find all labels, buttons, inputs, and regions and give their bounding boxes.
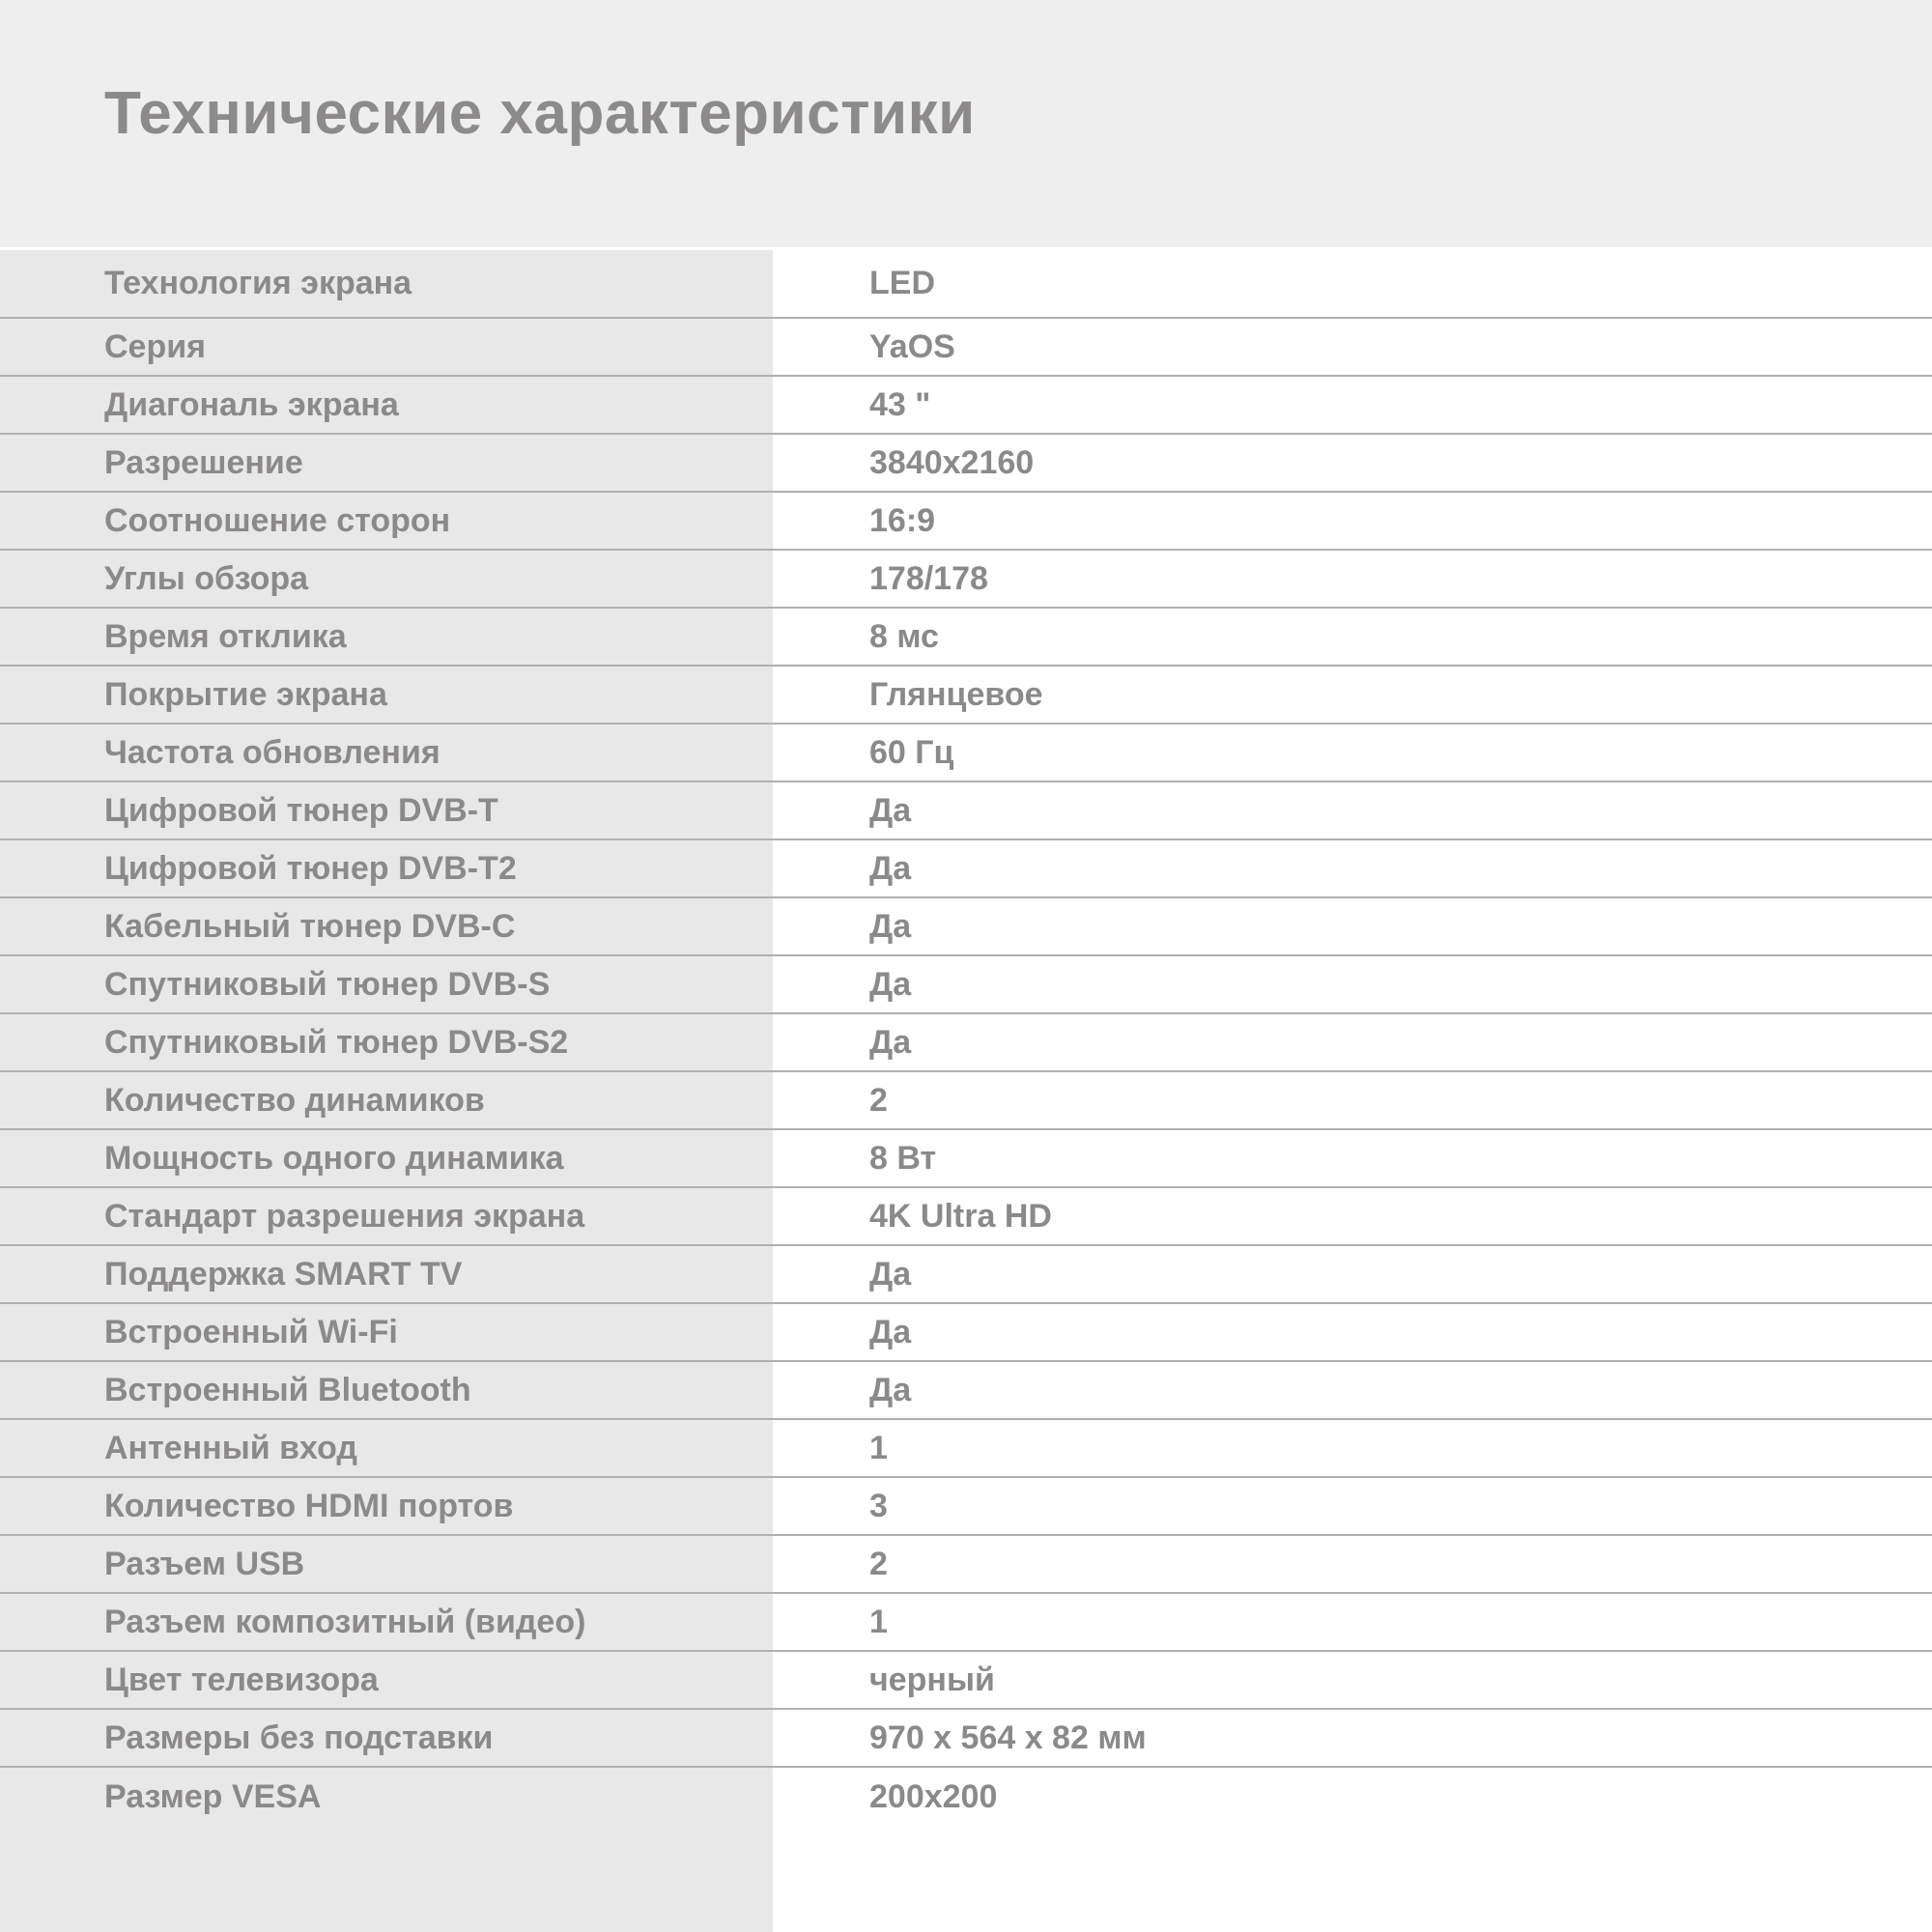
spec-row [0,1594,1932,1652]
spec-value: Да [773,956,1932,1012]
spec-row [0,609,1932,667]
spec-row [0,1362,1932,1420]
spec-label: Время отклика [0,609,773,665]
spec-value: Глянцевое [773,667,1932,723]
spec-row [0,1652,1932,1710]
spec-row [0,1478,1932,1536]
spec-label: Цифровой тюнер DVB-T2 [0,840,773,896]
spec-label: Частота обновления [0,724,773,781]
spec-value: 970 x 564 x 82 мм [773,1710,1932,1766]
spec-label: Стандарт разрешения экрана [0,1188,773,1244]
spec-value: 2 [773,1072,1932,1128]
filler-value-column [773,1826,1932,1932]
spec-label: Мощность одного динамика [0,1130,773,1186]
spec-value: 43 " [773,377,1932,433]
spec-label: Разъем композитный (видео) [0,1594,773,1650]
spec-value: 8 Вт [773,1130,1932,1186]
spec-row [0,898,1932,956]
spec-label: Спутниковый тюнер DVB-S [0,956,773,1012]
spec-row [0,956,1932,1014]
spec-value: YaOS [773,319,1932,375]
spec-row [0,493,1932,551]
spec-row [0,377,1932,435]
spec-label: Размер VESA [0,1768,773,1826]
spec-label: Спутниковый тюнер DVB-S2 [0,1014,773,1070]
spec-label: Поддержка SMART TV [0,1246,773,1302]
spec-value: Да [773,1362,1932,1418]
spec-value: черный [773,1652,1932,1708]
spec-value: Да [773,782,1932,838]
spec-table [0,250,1932,1932]
spec-value: 60 Гц [773,724,1932,781]
spec-row [0,1014,1932,1072]
spec-label: Покрытие экрана [0,667,773,723]
spec-value: 8 мс [773,609,1932,665]
spec-label: Цвет телевизора [0,1652,773,1708]
spec-row [0,551,1932,609]
spec-label: Диагональ экрана [0,377,773,433]
spec-row [0,319,1932,377]
spec-value: 2 [773,1536,1932,1592]
spec-value: LED [773,250,1932,317]
spec-value: Да [773,1014,1932,1070]
spec-label: Соотношение сторон [0,493,773,549]
spec-label: Углы обзора [0,551,773,607]
spec-row [0,250,1932,319]
spec-row [0,667,1932,724]
spec-label: Разрешение [0,435,773,491]
filler-label-column [0,1826,773,1932]
spec-value: 3 [773,1478,1932,1534]
spec-label: Количество динамиков [0,1072,773,1128]
spec-label: Разъем USB [0,1536,773,1592]
spec-row [0,1768,1932,1826]
spec-label: Кабельный тюнер DVB-C [0,898,773,954]
spec-row [0,1710,1932,1768]
spec-value: 4K Ultra HD [773,1188,1932,1244]
spec-row [0,1536,1932,1594]
spec-label: Антенный вход [0,1420,773,1476]
spec-value: 178/178 [773,551,1932,607]
spec-value: 16:9 [773,493,1932,549]
spec-value: 1 [773,1420,1932,1476]
spec-value: 3840x2160 [773,435,1932,491]
spec-label: Размеры без подставки [0,1710,773,1766]
spec-row [0,1130,1932,1188]
spec-label: Количество HDMI портов [0,1478,773,1534]
spec-row [0,1072,1932,1130]
spec-row [0,1188,1932,1246]
spec-row [0,1246,1932,1304]
spec-row [0,840,1932,898]
spec-row [0,1304,1932,1362]
spec-label: Цифровой тюнер DVB-T [0,782,773,838]
spec-value: Да [773,840,1932,896]
spec-row [0,435,1932,493]
spec-label: Серия [0,319,773,375]
spec-row [0,1420,1932,1478]
spec-label: Встроенный Bluetooth [0,1362,773,1418]
table-bottom-filler [0,1826,1932,1932]
spec-label: Встроенный Wi-Fi [0,1304,773,1360]
spec-value: Да [773,898,1932,954]
header-band [0,0,1932,247]
spec-label: Технология экрана [0,250,773,317]
spec-value: Да [773,1304,1932,1360]
spec-value: 200x200 [773,1768,1932,1826]
spec-value: Да [773,1246,1932,1302]
spec-value: 1 [773,1594,1932,1650]
spec-row [0,782,1932,840]
page-title: Технические характеристики [104,80,976,147]
spec-row [0,724,1932,782]
